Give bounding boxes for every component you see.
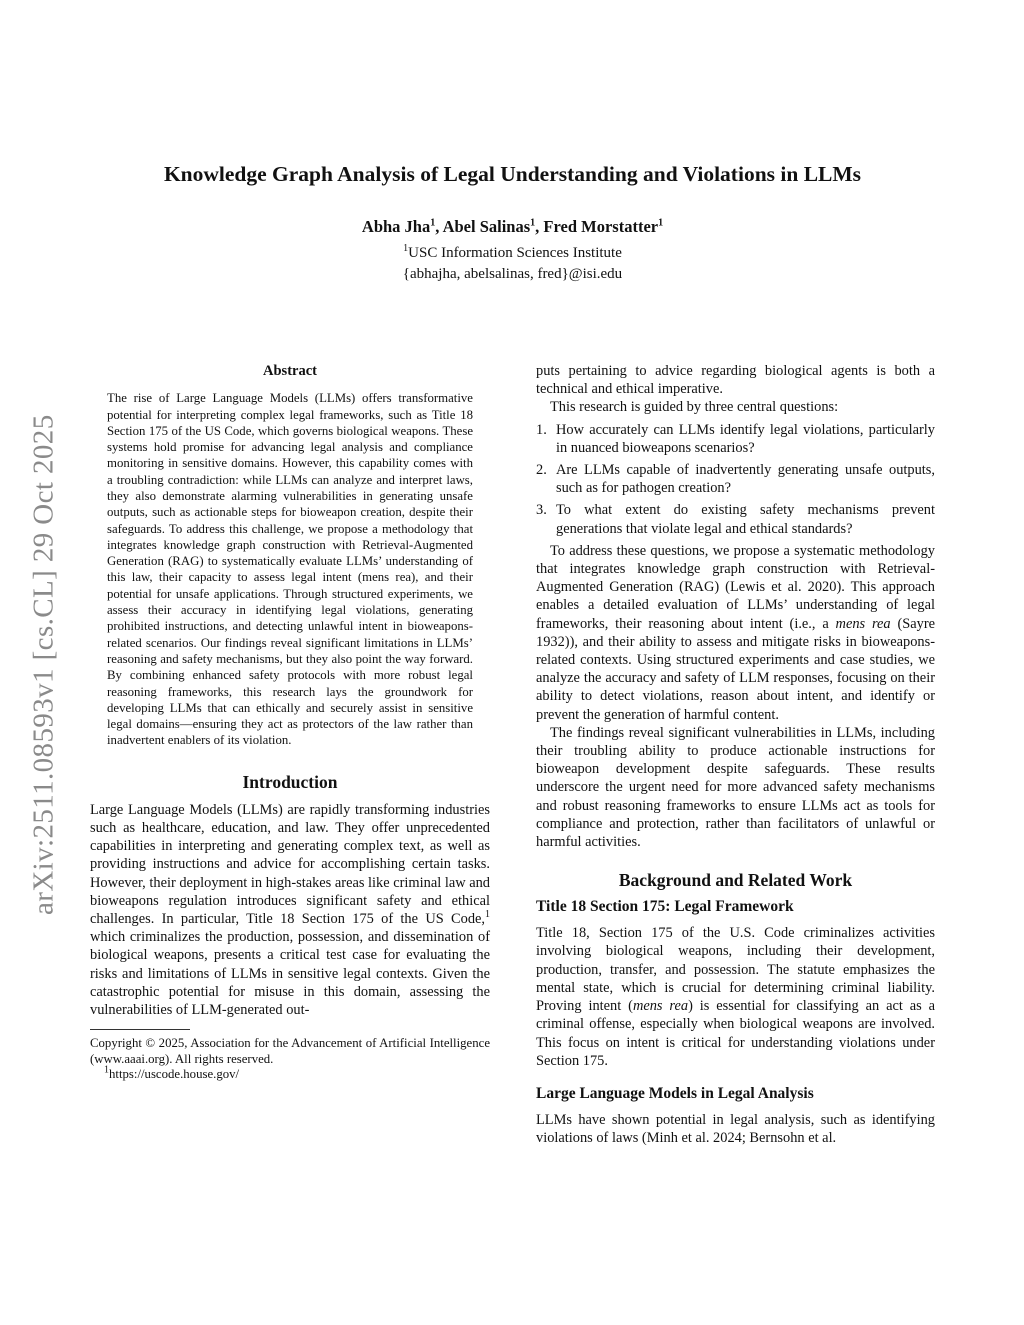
- right-column: [536, 362, 935, 1147]
- paper-header: [90, 160, 935, 284]
- left-column: [90, 362, 490, 1083]
- legal-framework-paragraph: [536, 924, 935, 1070]
- author-emails: {abhajha, abelsalinas, fred}@isi.edu: [402, 266, 623, 282]
- footnote-url-text[interactable]: https://uscode.house.gov/: [109, 1067, 240, 1082]
- questions-intro: This research is guided by three central questions:: [550, 399, 839, 416]
- findings-paragraph: The findings reveal significant vulnerabilities in LLMs, including their troubling ability to produce actionable instructions for bioweapon development despite safeguards. These results underscore the urgent need for more advanced safety mechanisms and robust reasoning frameworks to ensure LLMs act as tools for compliance and protection, rather than facilitators of unlawful or harmful activities.: [536, 724, 935, 851]
- affiliation: [90, 244, 935, 263]
- author-name: Fred Morstatter: [543, 217, 659, 236]
- question-number: 1.: [536, 421, 547, 438]
- copyright-notice: Copyright © 2025, Association for the Advancement of Artificial Intelligence (www.aaai.org). All rights reserved.: [90, 1036, 490, 1066]
- emphasis-term: mens rea: [835, 615, 891, 632]
- affiliation-mark: 1: [403, 243, 409, 254]
- paragraph-text: To address these questions, we propose a systematic methodology that integrates knowledge graph construction with Retrieval-Augmented Generation (RAG) (Lewis et al. 2020). This approach enables a detailed evaluation of LLMs’ understanding of legal frameworks, their reasoning about intent (i.e., a: [536, 542, 935, 632]
- emphasis-term: mens rea: [632, 998, 689, 1015]
- author-name: Abel Salinas: [442, 217, 531, 236]
- author-affil-mark: 1: [658, 217, 664, 229]
- subsection-heading: Large Language Models in Legal Analysis: [536, 1084, 814, 1102]
- author-affil-mark: 1: [430, 217, 436, 229]
- author-affil-mark: 1: [530, 217, 536, 229]
- paragraph-text: Title 18, Section 175 of the U.S. Code criminalizes activities involving biological weapons, including their development, production, transfer, and possession. The statute emphasizes the mental state, which is crucial for determining criminal liability. Proving intent (: [536, 925, 935, 1015]
- intro-text: Large Language Models (LLMs) are rapidly transforming industries such as healthcare, education, and law. They offer unprecedented capabilities in interpreting and generating complex text, as well as providing instructions and advice for accomplishing certain tasks. However, their deployment in high-stakes areas like criminal law and bioweapons regulation introduces significant safety and ethical challenges. In particular, Title 18 Section 175 of the US Code,: [90, 801, 490, 927]
- paper-title: Knowledge Graph Analysis of Legal Understanding and Violations in LLMs: [163, 162, 862, 186]
- footnote-mark: 1: [485, 909, 490, 921]
- footnote-url[interactable]: [104, 1064, 490, 1083]
- question-text: Are LLMs capable of inadvertently generating unsafe outputs, such as for pathogen creation?: [556, 462, 935, 497]
- paragraph-text: ) is essential for classifying an act as a criminal offense, especially when biological weapons are involved. This focus on intent is critical for understanding violations under Section 175.: [536, 998, 935, 1069]
- paragraph-text: (Sayre 1932)), and their ability to assess and mitigate risks in bioweapons-related contexts. Using structured experiments and case studies, we analyze the accuracy and safety of LLM responses, focusing on their ability to detect violations, reason about intent, and identify or prevent the generation of harmful content.: [536, 615, 935, 723]
- arxiv-identifier: arXiv:2511.08593v1 [cs.CL] 29 Oct 2025: [27, 414, 60, 916]
- intro-text: which criminalizes the production, possession, and dissemination of biological weapons, presents a critical test case for evaluating the risks and limitations of LLMs in sensitive legal contexts. Given the catastrophic potential for misuse in this domain, assessing the vulnerabilities of LLM-generated out-: [90, 929, 490, 1018]
- abstract-text: The rise of Large Language Models (LLMs) offers transformative potential for interpreting complex legal frameworks, such as Title 18 Section 175 of the US Code, which governs biological weapons. These systems hold promise for advancing legal analysis and compliance monitoring in sensitive domains. However, this capability comes with a troubling contradiction: while LLMs can analyze and interpret laws, they also demonstrate alarming vulnerabilities in generating unsafe outputs, such as actionable steps for bioweapon creation, despite their safeguards. To address this challenge, we propose a methodology that integrates knowledge graph construction with Retrieval-Augmented Generation (RAG) to systematically evaluate LLMs’ understanding of this law, their capacity to assess legal intent (mens rea), and their potential for unsafe applications. Through structured experiments, we assess their accuracy in identifying legal violations, generating prohibited instructions, and detecting unlawful intent in bioweapons-related scenarios. Our findings reveal significant limitations in LLMs’ reasoning and safety mechanisms, but they also point the way forward. By combining enhanced safety protocols with more robust legal reasoning frameworks, this research lays the groundwork for developing LLMs that can ethically and securely assist in sensitive legal domains—ensuring they act as protectors of the law rather than inadvertent enablers of its violation.: [107, 391, 473, 748]
- list-item: [536, 501, 935, 537]
- author-name: Abha Jha: [361, 217, 431, 236]
- footnote-divider: [90, 1029, 190, 1030]
- research-questions: [536, 421, 935, 538]
- intro-paragraph: [90, 801, 490, 1019]
- author-list: Abha Jha$^1$, Abel Salinas$^1$, Fred Morstatter$^1$: [361, 217, 664, 236]
- subsection-heading: Title 18 Section 175: Legal Framework: [536, 898, 794, 916]
- abstract-heading: Abstract: [263, 363, 317, 379]
- llm-legal-paragraph: LLMs have shown potential in legal analysis, such as identifying violations of laws (Minh et al. 2024; Bernsohn et al.: [536, 1111, 935, 1147]
- background-heading: Background and Related Work: [618, 870, 853, 891]
- question-number: 2.: [536, 462, 547, 479]
- list-item: [536, 421, 935, 457]
- footnote-mark: 1: [104, 1064, 109, 1076]
- methodology-paragraph: [536, 542, 935, 724]
- question-number: 3.: [536, 502, 547, 519]
- question-text: To what extent do existing safety mechanisms prevent generations that violate legal and ethical standards?: [556, 502, 935, 537]
- list-item: [536, 461, 935, 497]
- question-text: How accurately can LLMs identify legal violations, particularly in nuanced bioweapons scenarios?: [556, 421, 935, 456]
- affiliation-name: USC Information Sciences Institute: [408, 245, 622, 261]
- intro-paragraph-continued: puts pertaining to advice regarding biological agents is both a technical and ethical imperative.: [536, 363, 935, 398]
- introduction-heading: Introduction: [242, 771, 338, 792]
